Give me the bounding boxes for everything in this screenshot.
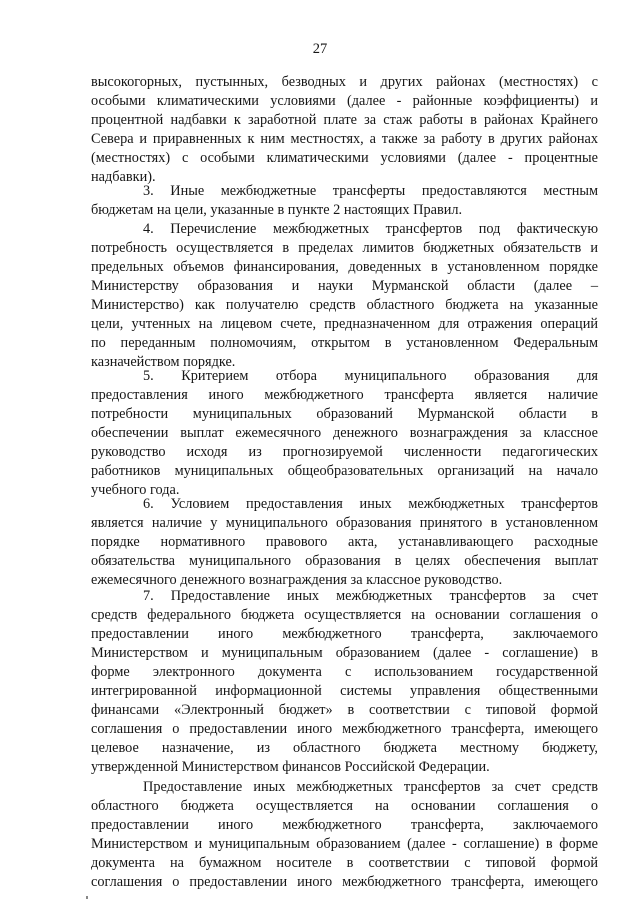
text-line: бюджетам на цели, указанные в пункте 2 настоящих Правил. (91, 202, 463, 218)
text-line: учебного года. (91, 482, 180, 498)
text-line: соглашения о предоставлении иного межбюджетного трансферта, имеющего (91, 721, 598, 737)
text-line: предоставления иного межбюджетного трансферта является наличие (91, 387, 598, 403)
text-line: предоставлении иного межбюджетного трансферта, заключаемого (91, 817, 598, 833)
text-line: обеспечении выплат ежемесячного денежного вознаграждения за классное (91, 425, 598, 441)
text-line: областного бюджета осуществляется на основании соглашения о (91, 798, 598, 814)
text-line: Министерством и муниципальным образованием (далее - соглашение) в форме (91, 836, 598, 852)
text-line: является наличие у муниципального образования принятого в установленном (91, 515, 598, 531)
page-number: 27 (312, 41, 328, 57)
text-line: форме электронного документа с использованием государственной (91, 664, 598, 680)
text-line: интегрированной информационной системы управления общественными (91, 683, 598, 699)
text-line: предельных объемов финансирования, доведенных в установленном порядке (91, 259, 598, 275)
text-line: средств федерального бюджета осуществляется на основании соглашения о (91, 607, 598, 623)
text-line: потребности муниципальных образований Мурманской области в (91, 406, 598, 422)
text-line: процентной надбавки к заработной плате за стаж работы в районах Крайнего (91, 112, 598, 128)
text-line: обязательства муниципального образования в целях обеспечения выплат (91, 553, 598, 569)
text-line: документа на бумажном носителе в соответствии с типовой формой (91, 855, 598, 871)
text-line: работников муниципальных общеобразовательных организаций на начало (91, 463, 598, 479)
text-line: потребность осуществляется в пределах лимитов бюджетных обязательств и (91, 240, 598, 256)
text-line: целевое назначение, из областного бюджета местному бюджету, (91, 740, 598, 756)
text-line: Министерством и муниципальным образованием (далее - соглашение) в (91, 645, 598, 661)
text-line: финансами «Электронный бюджет» в соответствии с типовой формой (91, 702, 598, 718)
text-line: Севера и приравненных к ним местностях, а также за работу в других районах (91, 131, 598, 147)
paragraph-6-start: 6. Условием предоставления иных межбюджетных трансфертов (143, 496, 598, 512)
text-line: предоставлении иного межбюджетного трансферта, заключаемого (91, 626, 598, 642)
text-line: руководство исходя из прогнозируемой численности педагогических (91, 444, 598, 460)
text-line: высокогорных, пустынных, безводных и других районах (местностях) с (91, 74, 598, 90)
paragraph-7-part2-start: Предоставление иных межбюджетных трансфертов за счет средств (143, 779, 598, 795)
paragraph-3-start: 3. Иные межбюджетные трансферты предоставляются местным (143, 183, 598, 199)
text-line: (местностях) с особыми климатическими условиями (далее - процентные (91, 150, 598, 166)
text-line: казначейством порядке. (91, 354, 236, 370)
text-line: цели, учтенных на лицевом счете, предназначенном для отражения операций (91, 316, 598, 332)
scan-speck (86, 896, 88, 899)
paragraph-7-start: 7. Предоставление иных межбюджетных трансфертов за счет (143, 588, 598, 604)
text-line: надбавки). (91, 169, 156, 185)
text-line: соглашения о предоставлении иного межбюджетного трансферта, имеющего (91, 874, 598, 890)
text-line: ежемесячного денежного вознаграждения за классное руководство. (91, 572, 503, 588)
text-line: утвержденной Министерством финансов Российской Федерации. (91, 759, 490, 775)
paragraph-4-start: 4. Перечисление межбюджетных трансфертов под фактическую (143, 221, 598, 237)
paragraph-5-start: 5. Критерием отбора муниципального образования для (143, 368, 598, 384)
text-line: Министерству образования и науки Мурманской области (далее – (91, 278, 598, 294)
text-line: Министерство) как получателю средств областного бюджета на указанные (91, 297, 598, 313)
text-line: особыми климатическими условиями (далее - районные коэффициенты) и (91, 93, 598, 109)
text-line: по переданным полномочиям, открытом в установленном Федеральным (91, 335, 598, 351)
text-line: порядке нормативного правового акта, устанавливающего расходные (91, 534, 598, 550)
